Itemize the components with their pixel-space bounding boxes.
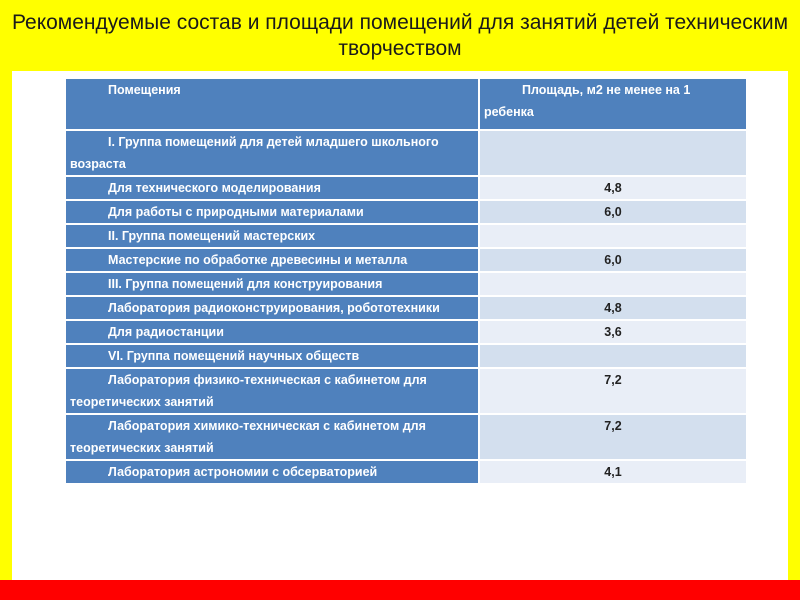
room-name-cell: Для технического моделирования (66, 177, 480, 199)
page-title: Рекомендуемые состав и площади помещений для занятий детей техническим творчеством (11, 11, 789, 60)
room-name-cell: Лаборатория физико-техническая с кабинетом для теоретических занятий (66, 369, 480, 413)
table-row (66, 297, 746, 319)
table-row (66, 461, 746, 483)
area-cell (480, 225, 746, 247)
room-name-cell: III. Группа помещений для конструирования (66, 273, 480, 295)
area-cell: 6,0 (480, 249, 746, 271)
area-cell: 7,2 (480, 369, 746, 413)
area-cell: 3,6 (480, 321, 746, 343)
column-header-area: Площадь, м2 не менее на 1 ребенка (480, 79, 746, 129)
room-name-cell: Лаборатория химико-техническая с кабинетом для теоретических занятий (66, 415, 480, 459)
table-row (66, 177, 746, 199)
area-cell (480, 131, 746, 175)
footer-bar (0, 580, 800, 600)
area-cell: 4,8 (480, 177, 746, 199)
area-cell (480, 345, 746, 367)
table-row (66, 131, 746, 175)
room-name-cell: VI. Группа помещений научных обществ (66, 345, 480, 367)
area-cell: 4,1 (480, 461, 746, 483)
room-name-cell: Лаборатория астрономии с обсерваторией (66, 461, 480, 483)
room-name-cell: I. Группа помещений для детей младшего школьного возраста (66, 131, 480, 175)
room-name-cell: Лаборатория радиоконструирования, робототехники (66, 297, 480, 319)
area-cell: 4,8 (480, 297, 746, 319)
table-row (66, 345, 746, 367)
area-cell (480, 273, 746, 295)
table-row (66, 225, 746, 247)
area-cell: 7,2 (480, 415, 746, 459)
table-row (66, 249, 746, 271)
table-row (66, 201, 746, 223)
column-header-rooms: Помещения (66, 79, 480, 129)
table-panel (12, 71, 788, 600)
table-row (66, 273, 746, 295)
room-name-cell: Для работы с природными материалами (66, 201, 480, 223)
table-row (66, 369, 746, 413)
rooms-table (66, 77, 746, 485)
area-cell: 6,0 (480, 201, 746, 223)
room-name-cell: Мастерские по обработке древесины и металла (66, 249, 480, 271)
table-header-row (66, 79, 746, 129)
room-name-cell: Для радиостанции (66, 321, 480, 343)
room-name-cell: II. Группа помещений мастерских (66, 225, 480, 247)
table-row (66, 321, 746, 343)
table-row (66, 415, 746, 459)
